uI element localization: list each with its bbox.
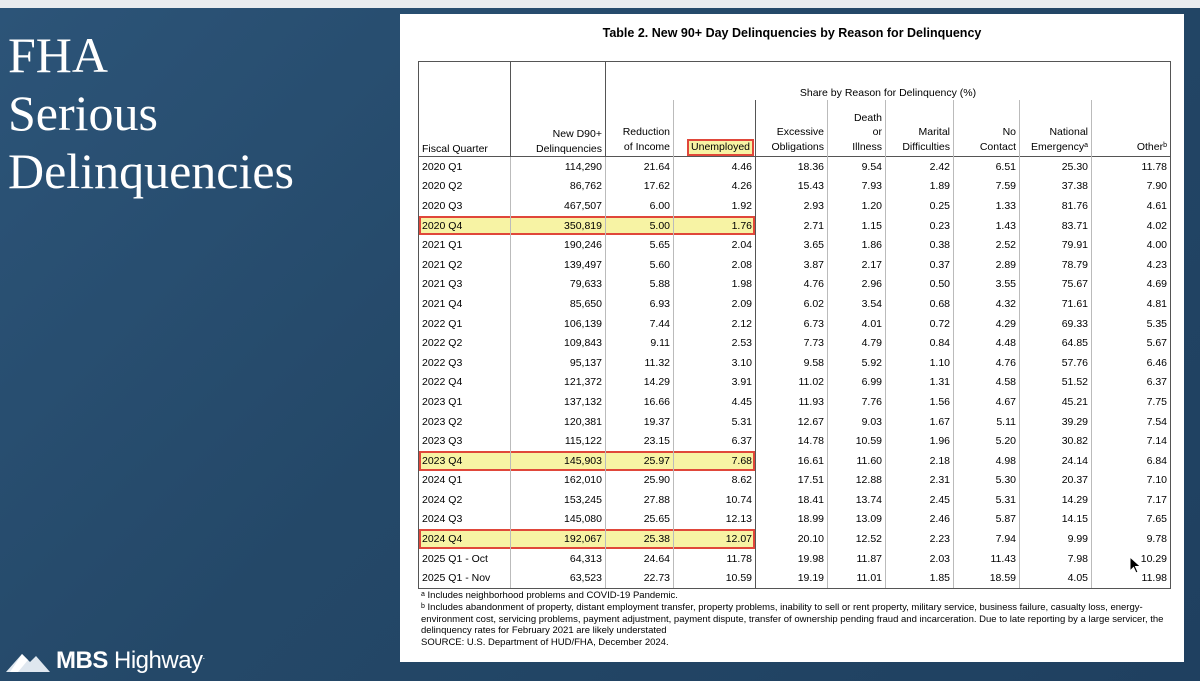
table-cell-value: 7.10 — [1092, 471, 1171, 491]
table-cell-value: 51.52 — [1020, 373, 1092, 393]
table-cell-value: 6.99 — [828, 373, 886, 393]
table-panel — [400, 14, 1184, 662]
table-cell-value: 4.00 — [1092, 235, 1171, 255]
table-cell-value: 4.23 — [1092, 255, 1171, 275]
table-cell-value: 4.76 — [954, 353, 1020, 373]
table-cell-value: 2.03 — [886, 549, 954, 569]
table-cell-value: 9.58 — [756, 353, 828, 373]
table-cell-value: 9.99 — [1020, 529, 1092, 549]
table-cell-value: 25.38 — [606, 529, 674, 549]
table-cell-value: 1.89 — [886, 177, 954, 197]
table-cell-value: 2.04 — [674, 235, 756, 255]
table-cell-value: 12.88 — [828, 471, 886, 491]
table-cell-value: 11.01 — [828, 568, 886, 588]
table-row — [419, 353, 1171, 373]
brand-name — [56, 647, 205, 675]
table-cell-value: 81.76 — [1020, 196, 1092, 216]
table-cell-value: 14.29 — [1020, 490, 1092, 510]
table-cell-value: 6.00 — [606, 196, 674, 216]
table-cell-value: 11.87 — [828, 549, 886, 569]
table-cell-value: 2.71 — [756, 216, 828, 236]
table-cell-value: 78.79 — [1020, 255, 1092, 275]
table-cell-value: 71.61 — [1020, 294, 1092, 314]
table-cell-value: 19.37 — [606, 412, 674, 432]
table-cell-quarter: 2021 Q3 — [419, 275, 511, 295]
table-cell-value: 4.58 — [954, 373, 1020, 393]
table-cell-value: 106,139 — [511, 314, 606, 334]
table-cell-value: 20.10 — [756, 529, 828, 549]
table-cell-value: 16.61 — [756, 451, 828, 471]
table-cell-value: 79,633 — [511, 275, 606, 295]
table-cell-value: 85,650 — [511, 294, 606, 314]
table-cell-value: 24.64 — [606, 549, 674, 569]
table-cell-quarter: 2023 Q1 — [419, 392, 511, 412]
table-cell-value: 2.42 — [886, 157, 954, 177]
table-cell-value: 9.03 — [828, 412, 886, 432]
table-cell-value: 12.13 — [674, 510, 756, 530]
footnotes — [421, 590, 1171, 649]
table-cell-value: 13.74 — [828, 490, 886, 510]
table-cell-value: 14.78 — [756, 431, 828, 451]
table-cell-value: 1.33 — [954, 196, 1020, 216]
slide-title — [8, 26, 378, 200]
table-cell-value: 2.18 — [886, 451, 954, 471]
table-cell-quarter: 2024 Q3 — [419, 510, 511, 530]
table-cell-quarter: 2022 Q4 — [419, 373, 511, 393]
table-cell-value: 1.86 — [828, 235, 886, 255]
table-cell-quarter: 2020 Q4 — [419, 216, 511, 236]
table-cell-value: 5.31 — [674, 412, 756, 432]
header-share-by-reason: Share by Reason for Delinquency (%) — [606, 62, 1171, 101]
table-cell-value: 5.30 — [954, 471, 1020, 491]
table-cell-value: 18.41 — [756, 490, 828, 510]
table-cell-value: 2.53 — [674, 333, 756, 353]
table-cell-value: 4.76 — [756, 275, 828, 295]
table-cell-value: 27.88 — [606, 490, 674, 510]
table-cell-value: 5.92 — [828, 353, 886, 373]
table-cell-value: 7.54 — [1092, 412, 1171, 432]
table-cell-value: 7.98 — [1020, 549, 1092, 569]
table-cell-quarter: 2023 Q2 — [419, 412, 511, 432]
table-cell-quarter: 2021 Q2 — [419, 255, 511, 275]
table-cell-value: 0.37 — [886, 255, 954, 275]
table-row — [419, 490, 1171, 510]
table-cell-value: 7.17 — [1092, 490, 1171, 510]
table-cell-value: 16.66 — [606, 392, 674, 412]
table-cell-value: 39.29 — [1020, 412, 1092, 432]
header-other: Other$^b$ — [1092, 100, 1171, 157]
table-cell-value: 11.32 — [606, 353, 674, 373]
table-row — [419, 471, 1171, 491]
table-cell-value: 11.78 — [674, 549, 756, 569]
table-cell-value: 14.29 — [606, 373, 674, 393]
table-cell-value: 4.67 — [954, 392, 1020, 412]
table-cell-quarter: 2025 Q1 - Nov — [419, 568, 511, 588]
slide-title-line: Serious — [8, 85, 158, 141]
table-cell-value: 4.29 — [954, 314, 1020, 334]
table-cell-value: 4.46 — [674, 157, 756, 177]
table-cell-value: 0.25 — [886, 196, 954, 216]
table-cell-value: 0.84 — [886, 333, 954, 353]
table-cell-value: 5.31 — [954, 490, 1020, 510]
table-cell-value: 2.45 — [886, 490, 954, 510]
table-cell-value: 11.93 — [756, 392, 828, 412]
table-cell-value: 15.43 — [756, 177, 828, 197]
table-cell-value: 6.37 — [674, 431, 756, 451]
table-cell-value: 2.31 — [886, 471, 954, 491]
table-cell-quarter: 2023 Q3 — [419, 431, 511, 451]
table-cell-value: 5.88 — [606, 275, 674, 295]
table-cell-value: 6.02 — [756, 294, 828, 314]
table-cell-value: 2.12 — [674, 314, 756, 334]
brand-name-light: Highway — [114, 647, 203, 674]
table-cell-value: 23.15 — [606, 431, 674, 451]
mouse-cursor-icon — [1129, 556, 1143, 574]
table-cell-value: 162,010 — [511, 471, 606, 491]
table-row — [419, 196, 1171, 216]
table-row — [419, 235, 1171, 255]
table-cell-value: 10.74 — [674, 490, 756, 510]
table-cell-value: 0.23 — [886, 216, 954, 236]
table-cell-quarter: 2020 Q1 — [419, 157, 511, 177]
table-cell-quarter: 2020 Q3 — [419, 196, 511, 216]
table-cell-value: 2.89 — [954, 255, 1020, 275]
table-cell-quarter: 2022 Q1 — [419, 314, 511, 334]
table-cell-value: 4.01 — [828, 314, 886, 334]
table-cell-value: 13.09 — [828, 510, 886, 530]
table-cell-value: 4.79 — [828, 333, 886, 353]
table-cell-value: 350,819 — [511, 216, 606, 236]
header-new-delinquencies: New D90+ Delinquencies — [511, 62, 606, 157]
table-cell-value: 17.62 — [606, 177, 674, 197]
table-cell-quarter: 2020 Q2 — [419, 177, 511, 197]
table-cell-value: 4.81 — [1092, 294, 1171, 314]
table-cell-value: 11.98 — [1092, 568, 1171, 588]
table-cell-value: 6.46 — [1092, 353, 1171, 373]
table-cell-value: 7.68 — [674, 451, 756, 471]
table-cell-value: 1.98 — [674, 275, 756, 295]
table-cell-value: 10.59 — [828, 431, 886, 451]
table-cell-quarter: 2025 Q1 - Oct — [419, 549, 511, 569]
table-cell-value: 25.90 — [606, 471, 674, 491]
table-cell-quarter: 2021 Q1 — [419, 235, 511, 255]
table-cell-value: 14.15 — [1020, 510, 1092, 530]
table-cell-value: 6.51 — [954, 157, 1020, 177]
table-cell-value: 1.15 — [828, 216, 886, 236]
table-cell-value: 9.78 — [1092, 529, 1171, 549]
table-cell-value: 25.65 — [606, 510, 674, 530]
table-cell-value: 7.94 — [954, 529, 1020, 549]
table-cell-value: 7.90 — [1092, 177, 1171, 197]
table-cell-value: 7.44 — [606, 314, 674, 334]
table-cell-value: 18.99 — [756, 510, 828, 530]
table-cell-value: 7.65 — [1092, 510, 1171, 530]
table-cell-value: 5.67 — [1092, 333, 1171, 353]
table-cell-value: 18.59 — [954, 568, 1020, 588]
table-row — [419, 177, 1171, 197]
table-cell-value: 11.78 — [1092, 157, 1171, 177]
table-cell-value: 7.75 — [1092, 392, 1171, 412]
header-national-emergency: National Emergency$^a$ — [1020, 100, 1092, 157]
table-cell-value: 2.46 — [886, 510, 954, 530]
table-row — [419, 510, 1171, 530]
table-row — [419, 275, 1171, 295]
table-cell-value: 145,080 — [511, 510, 606, 530]
table-cell-value: 0.68 — [886, 294, 954, 314]
table-cell-value: 10.29 — [1092, 549, 1171, 569]
table-cell-value: 139,497 — [511, 255, 606, 275]
table-cell-quarter: 2024 Q2 — [419, 490, 511, 510]
table-cell-value: 21.64 — [606, 157, 674, 177]
table-cell-value: 6.93 — [606, 294, 674, 314]
table-cell-value: 4.05 — [1020, 568, 1092, 588]
table-cell-value: 1.31 — [886, 373, 954, 393]
table-cell-value: 7.59 — [954, 177, 1020, 197]
table-row — [419, 216, 1171, 236]
header-fiscal-quarter: Fiscal Quarter — [419, 62, 511, 157]
header-reduction-income: Reduction of Income — [606, 100, 674, 157]
table-body — [419, 157, 1171, 589]
table-cell-value: 3.10 — [674, 353, 756, 373]
table-row — [419, 568, 1171, 588]
brand-name-bold: MBS — [56, 647, 108, 674]
footnote-a: $^a$ Includes neighborhood problems and COVID-19 Pandemic. — [421, 590, 678, 601]
table-cell-value: 10.59 — [674, 568, 756, 588]
table-cell-value: 192,067 — [511, 529, 606, 549]
table-cell-value: 12.07 — [674, 529, 756, 549]
table-cell-value: 19.98 — [756, 549, 828, 569]
header-unemployed: Unemployed — [674, 100, 756, 157]
header-marital-difficulties: Marital Difficulties — [886, 100, 954, 157]
table-cell-quarter: 2024 Q4 — [419, 529, 511, 549]
table-cell-value: 37.38 — [1020, 177, 1092, 197]
table-cell-value: 1.43 — [954, 216, 1020, 236]
table-cell-value: 3.87 — [756, 255, 828, 275]
table-cell-value: 57.76 — [1020, 353, 1092, 373]
table-cell-value: 2.23 — [886, 529, 954, 549]
table-cell-value: 4.32 — [954, 294, 1020, 314]
table-cell-value: 0.38 — [886, 235, 954, 255]
table-row — [419, 412, 1171, 432]
table-row — [419, 373, 1171, 393]
slide-title-line: Delinquencies — [8, 143, 295, 199]
table-cell-value: 30.82 — [1020, 431, 1092, 451]
table-cell-value: 7.93 — [828, 177, 886, 197]
table-cell-value: 25.30 — [1020, 157, 1092, 177]
slide-title-line: FHA — [8, 27, 109, 83]
table-cell-value: 63,523 — [511, 568, 606, 588]
table-row — [419, 451, 1171, 471]
table-cell-value: 22.73 — [606, 568, 674, 588]
table-cell-value: 17.51 — [756, 471, 828, 491]
table-row — [419, 255, 1171, 275]
mountain-logo-icon — [6, 650, 50, 672]
table-cell-value: 4.61 — [1092, 196, 1171, 216]
table-cell-value: 7.14 — [1092, 431, 1171, 451]
table-row — [419, 549, 1171, 569]
table-cell-value: 64,313 — [511, 549, 606, 569]
table-cell-value: 86,762 — [511, 177, 606, 197]
table-cell-value: 5.65 — [606, 235, 674, 255]
footnote-b: $^b$ Includes abandonment of property, distant employment transfer, property problems, inability to sell or rent property, military service, business failure, casualty loss, energy-environment cost, servicing problems, payment adjustment, payment dispute, transfer of ownership pending fraud and incarceration. Due to late reporting by a large servicer, the delinquency rates for February 2021 are likely understated — [421, 601, 1164, 637]
table-cell-value: 69.33 — [1020, 314, 1092, 334]
table-row — [419, 333, 1171, 353]
table-cell-value: 19.19 — [756, 568, 828, 588]
table-cell-value: 3.55 — [954, 275, 1020, 295]
header-no-contact: No Contact — [954, 100, 1020, 157]
table-cell-value: 2.09 — [674, 294, 756, 314]
table-cell-value: 4.69 — [1092, 275, 1171, 295]
table-cell-value: 6.84 — [1092, 451, 1171, 471]
table-cell-value: 2.96 — [828, 275, 886, 295]
table-cell-value: 190,246 — [511, 235, 606, 255]
table-cell-value: 20.37 — [1020, 471, 1092, 491]
table-cell-value: 64.85 — [1020, 333, 1092, 353]
table-cell-value: 2.17 — [828, 255, 886, 275]
table-cell-value: 2.08 — [674, 255, 756, 275]
table-cell-value: 3.65 — [756, 235, 828, 255]
table-cell-value: 9.11 — [606, 333, 674, 353]
table-cell-value: 1.92 — [674, 196, 756, 216]
table-cell-value: 9.54 — [828, 157, 886, 177]
header-excessive-obligations: Excessive Obligations — [756, 100, 828, 157]
table-cell-value: 1.56 — [886, 392, 954, 412]
table-cell-quarter: 2024 Q1 — [419, 471, 511, 491]
table-cell-value: 3.54 — [828, 294, 886, 314]
table-cell-value: 4.26 — [674, 177, 756, 197]
table-row — [419, 529, 1171, 549]
table-row — [419, 431, 1171, 451]
table-cell-value: 75.67 — [1020, 275, 1092, 295]
table-cell-value: 153,245 — [511, 490, 606, 510]
source-note: SOURCE: U.S. Department of HUD/FHA, December 2024. — [421, 637, 669, 649]
table-cell-value: 2.52 — [954, 235, 1020, 255]
table-cell-value: 1.20 — [828, 196, 886, 216]
table-cell-value: 95,137 — [511, 353, 606, 373]
delinquency-table — [418, 61, 1171, 589]
table-cell-value: 1.85 — [886, 568, 954, 588]
table-cell-value: 4.98 — [954, 451, 1020, 471]
table-cell-value: 79.91 — [1020, 235, 1092, 255]
table-cell-value: 1.10 — [886, 353, 954, 373]
table-cell-value: 121,372 — [511, 373, 606, 393]
table-cell-value: 115,122 — [511, 431, 606, 451]
table-cell-value: 45.21 — [1020, 392, 1092, 412]
table-cell-value: 5.20 — [954, 431, 1020, 451]
table-cell-value: 12.67 — [756, 412, 828, 432]
table-cell-value: 467,507 — [511, 196, 606, 216]
table-cell-quarter: 2022 Q2 — [419, 333, 511, 353]
table-cell-value: 5.35 — [1092, 314, 1171, 334]
header-row-top — [419, 62, 1171, 101]
table-cell-value: 1.76 — [674, 216, 756, 236]
table-cell-value: 0.50 — [886, 275, 954, 295]
table-cell-value: 3.91 — [674, 373, 756, 393]
table-cell-value: 145,903 — [511, 451, 606, 471]
table-cell-value: 120,381 — [511, 412, 606, 432]
window-top-strip — [0, 0, 1200, 8]
table-cell-value: 5.87 — [954, 510, 1020, 530]
table-cell-value: 11.60 — [828, 451, 886, 471]
table-cell-value: 7.73 — [756, 333, 828, 353]
table-row — [419, 157, 1171, 177]
table-title: Table 2. New 90+ Day Delinquencies by Reason for Delinquency — [602, 26, 982, 40]
table-cell-value: 5.60 — [606, 255, 674, 275]
table-cell-value: 11.43 — [954, 549, 1020, 569]
table-cell-value: 137,132 — [511, 392, 606, 412]
brand-dot: . — [202, 651, 205, 661]
table-cell-value: 1.96 — [886, 431, 954, 451]
table-row — [419, 314, 1171, 334]
table-cell-value: 0.72 — [886, 314, 954, 334]
table-row — [419, 294, 1171, 314]
table-cell-value: 11.02 — [756, 373, 828, 393]
table-cell-value: 83.71 — [1020, 216, 1092, 236]
table-cell-value: 4.48 — [954, 333, 1020, 353]
table-cell-value: 109,843 — [511, 333, 606, 353]
table-row — [419, 392, 1171, 412]
table-cell-value: 6.37 — [1092, 373, 1171, 393]
table-cell-value: 25.97 — [606, 451, 674, 471]
table-cell-quarter: 2022 Q3 — [419, 353, 511, 373]
table-cell-value: 18.36 — [756, 157, 828, 177]
table-cell-value: 4.02 — [1092, 216, 1171, 236]
table-cell-value: 12.52 — [828, 529, 886, 549]
table-cell-value: 4.45 — [674, 392, 756, 412]
table-cell-value: 24.14 — [1020, 451, 1092, 471]
table-cell-value: 2.93 — [756, 196, 828, 216]
table-cell-value: 114,290 — [511, 157, 606, 177]
table-cell-value: 7.76 — [828, 392, 886, 412]
table-cell-quarter: 2021 Q4 — [419, 294, 511, 314]
table-cell-value: 5.00 — [606, 216, 674, 236]
table-cell-quarter: 2023 Q4 — [419, 451, 511, 471]
header-death-illness: Death or Illness — [828, 100, 886, 157]
table-cell-value: 8.62 — [674, 471, 756, 491]
table-cell-value: 5.11 — [954, 412, 1020, 432]
brand-logo — [6, 648, 205, 674]
table-cell-value: 1.67 — [886, 412, 954, 432]
table-cell-value: 6.73 — [756, 314, 828, 334]
